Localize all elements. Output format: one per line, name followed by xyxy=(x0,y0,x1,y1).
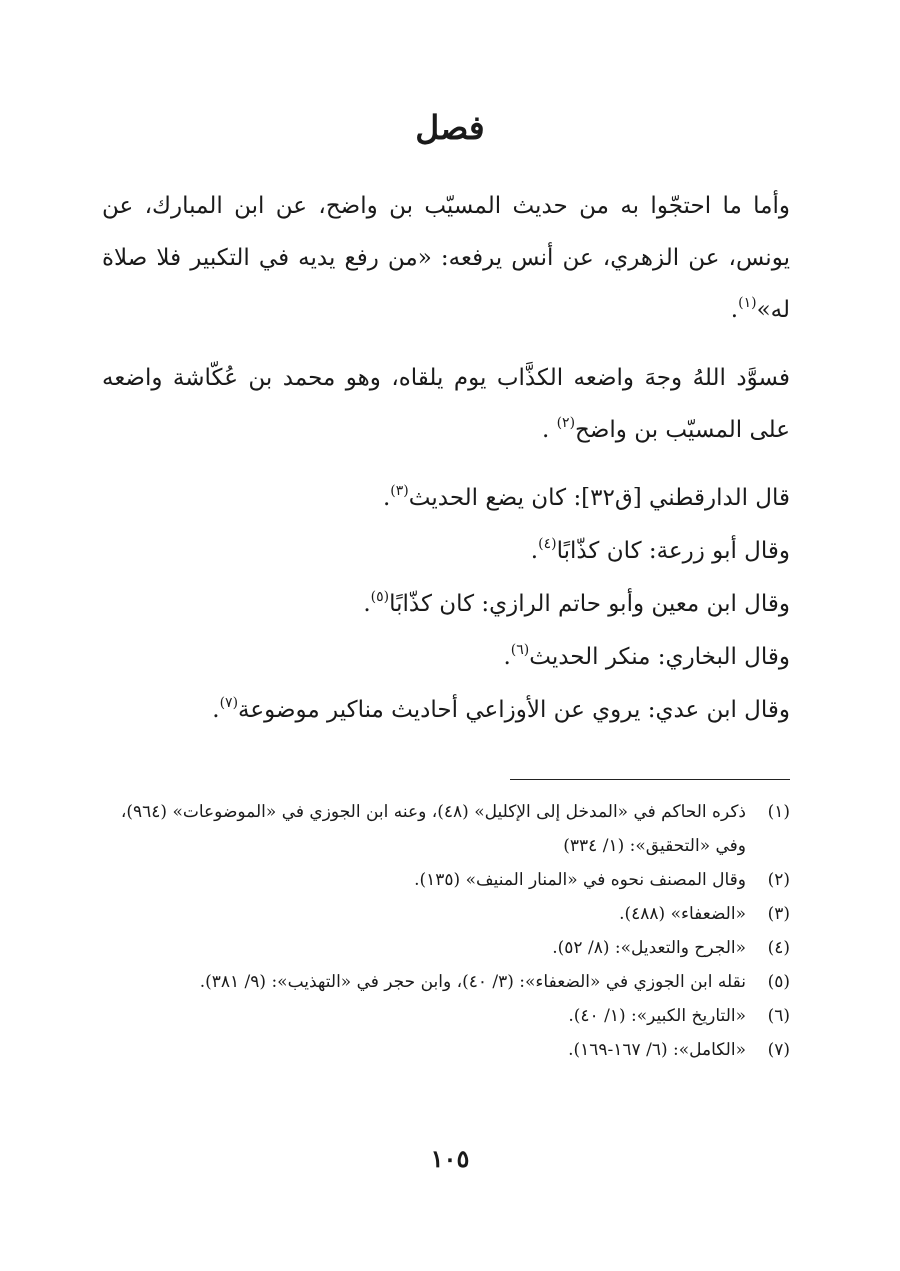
footnote-number: (٥) xyxy=(767,972,790,992)
quote-end: . xyxy=(503,644,511,670)
quote-line xyxy=(102,472,790,525)
footnote-text: «الكامل»: (٦/ ١٦٧-١٦٩). xyxy=(568,1040,746,1060)
footnotes xyxy=(102,795,790,1067)
footnote-number: (٦) xyxy=(767,1006,790,1026)
footnote-text: نقله ابن الجوزي في «الضعفاء»: (٣/ ٤٠)، وابن حجر في «التهذيب»: (٩/ ٣٨١). xyxy=(199,972,746,992)
quote-line xyxy=(102,684,790,737)
paragraph-text: وأما ما احتجّوا به من حديث المسيّب بن واضح، عن ابن المبارك، عن يونس، عن الزهري، عن أنس يرفعه: «من رفع يديه في التكبير فلا صلاة له» xyxy=(102,193,790,323)
quote-end: . xyxy=(530,538,539,564)
footnote xyxy=(102,965,790,999)
page-number: ١٠٥ xyxy=(430,1144,470,1173)
footnote xyxy=(102,795,790,863)
footnote xyxy=(102,863,790,897)
footnote-ref: (٣) xyxy=(390,483,409,499)
quote-text: قال الدارقطني [ق٣٢]: كان يضع الحديث xyxy=(408,485,790,511)
footnote-ref: (٧) xyxy=(219,695,239,711)
paragraph-1 xyxy=(102,180,790,336)
footnote-number: (٤) xyxy=(767,938,790,958)
footnote xyxy=(102,1033,790,1067)
footnote-ref: (٥) xyxy=(370,589,390,605)
quote-line xyxy=(102,631,790,684)
quote-text: وقال أبو زرعة: كان كذّابًا xyxy=(556,538,790,564)
quote-text: وقال ابن معين وأبو حاتم الرازي: كان كذّابًا xyxy=(389,591,790,617)
footnote-text: «الجرح والتعديل»: (٨/ ٥٢). xyxy=(552,938,746,958)
footnote xyxy=(102,897,790,931)
quote-end: . xyxy=(382,485,391,511)
quote-text: وقال ابن عدي: يروي عن الأوزاعي أحاديث مناكير موضوعة xyxy=(238,697,790,723)
quote-end: . xyxy=(363,591,371,617)
footnote-number: (٧) xyxy=(767,1040,790,1060)
paragraph-end: . xyxy=(730,297,739,323)
footnote-ref: (٤) xyxy=(538,536,557,552)
footnote-text: «التاريخ الكبير»: (١/ ٤٠). xyxy=(568,1006,746,1026)
footnote-number: (٣) xyxy=(767,904,790,924)
footnote xyxy=(102,931,790,965)
paragraph-text: فسوَّد اللهُ وجهَ واضعه الكذَّاب يوم يلقاه، وهو محمد بن عُكّاشة واضعه على المسيّب بن واضح xyxy=(102,365,790,443)
footnote-separator xyxy=(510,779,790,780)
footnote-ref: (١) xyxy=(738,295,757,311)
paragraph-2 xyxy=(102,352,790,456)
footnote-ref: (٦) xyxy=(510,642,530,658)
paragraph-end: . xyxy=(541,417,557,443)
quote-text: وقال البخاري: منكر الحديث xyxy=(529,644,790,670)
footnote-number: (٢) xyxy=(767,870,790,890)
footnote-ref: (٢) xyxy=(556,415,576,431)
quote-line xyxy=(102,578,790,631)
footnote-text: «الضعفاء» (٤٨٨). xyxy=(619,904,746,924)
footnote xyxy=(102,999,790,1033)
footnote-text: وقال المصنف نحوه في «المنار المنيف» (١٣٥). xyxy=(414,870,746,890)
quote-end: . xyxy=(212,697,220,723)
footnote-number: (١) xyxy=(767,802,790,822)
main-text xyxy=(102,180,790,737)
quote-line xyxy=(102,525,790,578)
section-title: فصل xyxy=(415,108,485,147)
footnote-text: ذكره الحاكم في «المدخل إلى الإكليل» (٤٨)، وعنه ابن الجوزي في «الموضوعات» (٩٦٤)، وفي «التحقيق»: (١/ ٣٣٤) xyxy=(120,802,746,856)
